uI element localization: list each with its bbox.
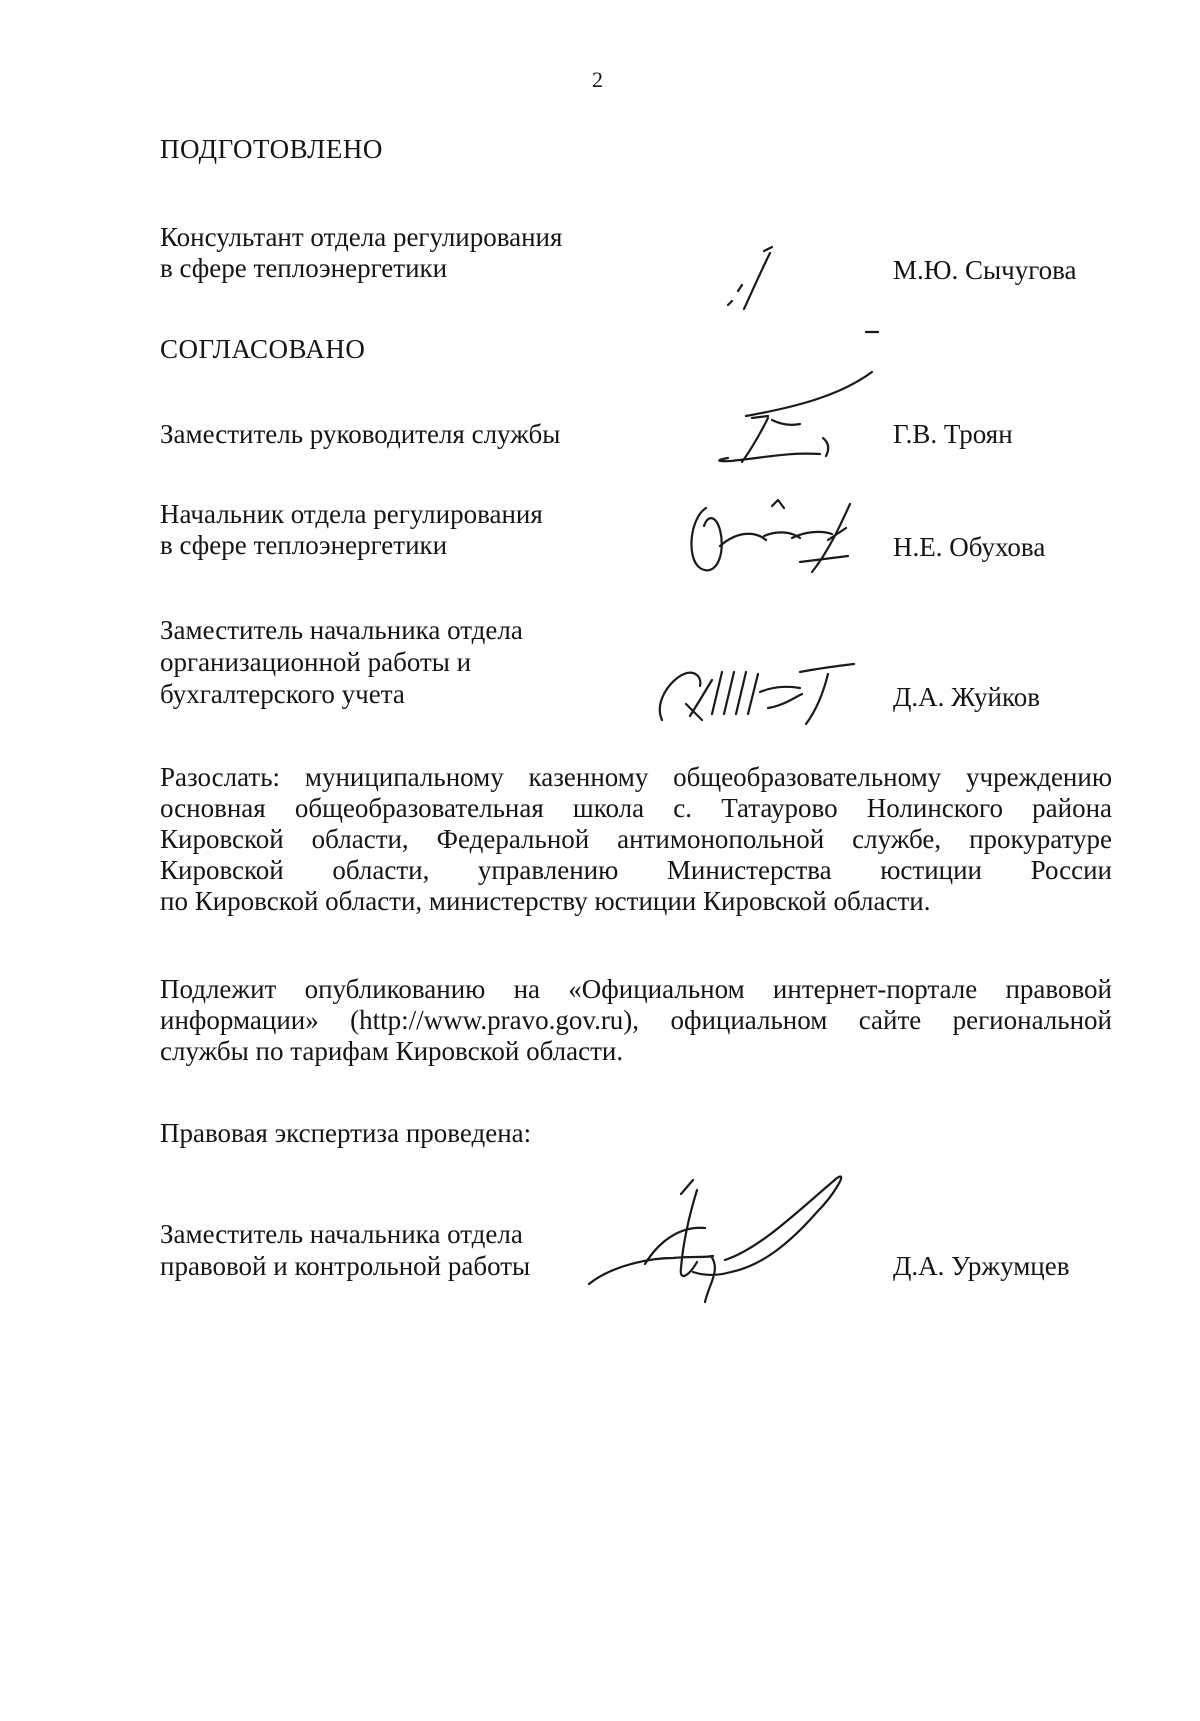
agreed-signer-3-position-line1: Заместитель начальника отдела xyxy=(160,615,523,645)
agreed-signer-1-position: Заместитель руководителя службы xyxy=(160,419,561,449)
distribution-line-5: по Кировской области, министерству юстиции Кировской области. xyxy=(160,886,931,916)
publication-paragraph xyxy=(160,974,1112,1067)
agreed-signer-2-position-line1: Начальник отдела регулирования xyxy=(160,499,543,529)
agreed-signer-3-position-line3: бухгалтерского учета xyxy=(160,679,405,709)
legal-review-statement: Правовая экспертиза проведена: xyxy=(160,1118,532,1148)
signature-urzhumtsev xyxy=(585,1172,850,1302)
page-number: 2 xyxy=(592,67,603,92)
signature-obukhova xyxy=(680,486,880,586)
publication-line-1: Подлежит опубликованию на «Официальном интернет-портале правовой xyxy=(160,974,1112,1004)
agreed-signer-2-name: Н.Е. Обухова xyxy=(893,532,1046,562)
distribution-paragraph xyxy=(160,762,1112,917)
distribution-line-2: основная общеобразовательная школа с. Татаурово Нолинского района xyxy=(160,793,1112,823)
legal-review-position-line2: правовой и контрольной работы xyxy=(160,1251,531,1281)
distribution-line-3: Кировской области, Федеральной антимонопольной службе, прокуратуре xyxy=(160,824,1112,854)
agreed-signer-3-position-line2: организационной работы и xyxy=(160,647,472,677)
signature-zhuykov xyxy=(650,650,860,730)
publication-line-2: информации» (http://www.pravo.gov.ru), официальном сайте региональной xyxy=(160,1005,1112,1035)
publication-line-3: службы по тарифам Кировской области. xyxy=(160,1036,624,1066)
prepared-heading: ПОДГОТОВЛЕНО xyxy=(160,134,383,164)
signature-troyan xyxy=(660,320,890,485)
agreed-signer-1-name: Г.В. Троян xyxy=(893,419,1013,449)
prepared-position-line1: Консультант отдела регулирования xyxy=(160,222,563,252)
signature-sychugova xyxy=(718,245,788,315)
agreed-signer-3-name: Д.А. Жуйков xyxy=(893,682,1040,712)
agreed-signer-2-position-line2: в сфере теплоэнергетики xyxy=(160,530,448,560)
prepared-signer-name: М.Ю. Сычугова xyxy=(893,255,1077,285)
prepared-position-line2: в сфере теплоэнергетики xyxy=(160,253,448,283)
agreed-heading: СОГЛАСОВАНО xyxy=(160,334,366,364)
legal-review-signer-name: Д.А. Уржумцев xyxy=(893,1251,1070,1281)
legal-review-position-line1: Заместитель начальника отдела xyxy=(160,1219,523,1249)
distribution-line-1: Разослать: муниципальному казенному общеобразовательному учреждению xyxy=(160,762,1112,792)
distribution-line-4: Кировской области, управлению Министерства юстиции России xyxy=(160,855,1112,885)
